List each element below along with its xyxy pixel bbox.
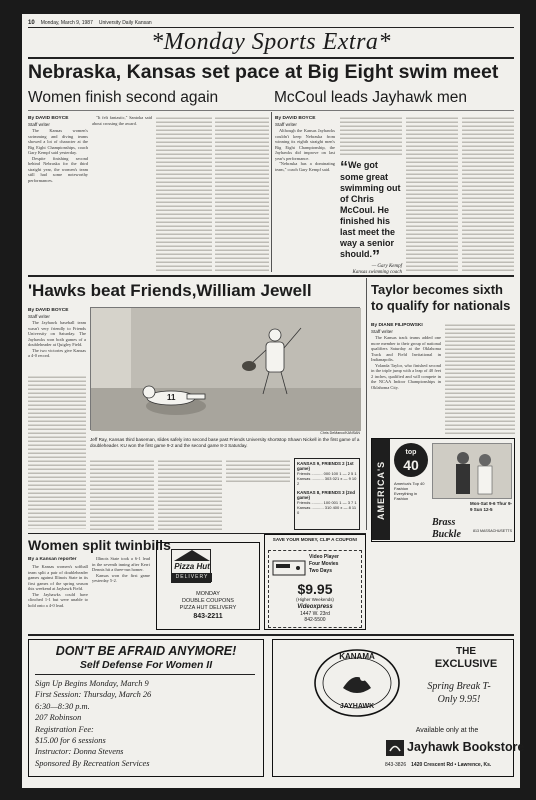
video-ad-offer bbox=[309, 554, 361, 578]
women-story-col-4 bbox=[215, 115, 269, 272]
kanama-seal bbox=[313, 648, 401, 718]
women-para-1: The Kansas women's swimming and diving teams showed a lot of character at the Big Eight Championships, coach Gary Kempf said yesterday. bbox=[28, 128, 88, 155]
box-score-title-1: KANSAS 9, FRIENDS 2 (1st game) bbox=[297, 461, 354, 471]
video-ad-price: $9.95 bbox=[297, 581, 333, 597]
men-para-1: Although the Kansas Jayhawks couldn't keep Nebraska from winning its eighth straight men's Big Eight Championship, the Jayhawks did improve on last year's performance. bbox=[275, 128, 335, 161]
softball-para-2: The Jayhawks could have clinched 1-1 but were unable to hold onto a 4-0 lead. bbox=[28, 591, 88, 608]
self-defense-subtitle: Self Defense For Women II bbox=[79, 659, 213, 671]
softball-byline-name: By a Kansan reporter bbox=[28, 557, 77, 562]
top40-ad-hours: Mon-Sat 9-6 Thur 9-9 Sun 12-5 bbox=[470, 501, 513, 512]
men-story-col-3 bbox=[406, 115, 458, 272]
top40-ad-store: Brass Buckle bbox=[432, 517, 461, 540]
folio-line bbox=[28, 18, 514, 27]
pizza-phone: 843-2211 bbox=[193, 613, 223, 620]
pizza-line-1: MONDAY bbox=[196, 591, 220, 597]
lead-divider bbox=[271, 112, 272, 272]
taylor-byline bbox=[371, 322, 441, 334]
pizza-hut-ad[interactable] bbox=[156, 542, 260, 630]
women-byline-role: Staff writer bbox=[28, 121, 50, 127]
photo-caption: Jeff Ray, Kansas third baseman, slides safely into second base past Friends University shortstop Shawn Nickell in the first game of a doubleheader. KU won the first game 9-2 and the second game 8-3 Saturday. bbox=[90, 437, 360, 448]
top40-ad-city: 813 MASSACHUSETTS bbox=[473, 529, 512, 533]
baseball-para-2: The two victories give Kansas a 4-0 record. bbox=[28, 347, 86, 358]
issue-date: Monday, March 9, 1987 bbox=[40, 19, 93, 26]
svg-text:11: 11 bbox=[167, 393, 176, 402]
women-byline bbox=[28, 115, 88, 127]
seal-bottom-text: JAYHAWK bbox=[339, 703, 375, 710]
softball-story-text bbox=[28, 564, 88, 630]
box-row-2: Kansas ........... 303 021 x — 9 10 2 bbox=[297, 476, 357, 486]
softball-para-1: The Kansas women's softball team split a pair of doubleheader games against Illinois State in its first games of the spring season this weekend at Jayhawk Field. bbox=[28, 564, 88, 591]
taylor-divider bbox=[366, 278, 367, 530]
quote-mark-open: “ bbox=[340, 159, 348, 176]
women-story-col-2 bbox=[92, 115, 152, 272]
taylor-byline-name: By DIANE FILIPOWSKI bbox=[371, 323, 423, 328]
video-store-phone: 842-5500 bbox=[304, 617, 326, 623]
sb-address: 1420 Crescent Rd • Lawrence, Ks. bbox=[411, 762, 492, 768]
bookstore-logo-icon bbox=[385, 739, 405, 757]
baseball-col-4 bbox=[226, 458, 290, 482]
models-illustration bbox=[433, 444, 513, 500]
video-coupon-ad[interactable] bbox=[264, 534, 366, 630]
women-byline-name: By DAVID BOYCE bbox=[28, 116, 69, 121]
baseball-headline: 'Hawks beat Friends,William Jewell bbox=[28, 281, 312, 300]
video-line-2: Four Movies bbox=[309, 561, 339, 567]
sd-line-1: Sign Up Begins Monday, March 9 bbox=[35, 679, 149, 688]
video-store-address: 1447 W. 23rd bbox=[300, 610, 330, 617]
sd-line-4: 207 Robinson bbox=[35, 713, 82, 723]
men-byline bbox=[275, 115, 335, 127]
top40-ad-title: AMERICA'S bbox=[376, 460, 386, 520]
pizza-hut-copy bbox=[159, 591, 257, 627]
softball-col-2 bbox=[92, 556, 150, 630]
women-subhead: Women finish second again bbox=[28, 89, 219, 106]
banner-rule bbox=[28, 57, 514, 59]
video-line-1: Video Player bbox=[309, 554, 339, 560]
baseball-col-3 bbox=[158, 458, 222, 530]
taylor-para-2: Yolanda Taylor, who finished second in the triple jump with a leap of 40 feet 2 inches, qualified and will compete in the NCAA Indoor Championships in Oklahoma City. bbox=[371, 362, 441, 390]
video-line-3: Two Days bbox=[309, 568, 332, 574]
box-score bbox=[294, 458, 360, 530]
baseball-story-more bbox=[28, 374, 86, 529]
women-story-text bbox=[28, 128, 88, 272]
sd-line-2: First Session: Thursday, March 26 bbox=[35, 690, 152, 700]
baseball-byline bbox=[28, 307, 86, 319]
women-story-col-3 bbox=[156, 115, 212, 272]
quote-author-role: Kansas swimming coach bbox=[352, 270, 402, 275]
top40-logo-top: top bbox=[405, 449, 417, 456]
taylor-headline: Taylor becomes sixth to qualify for nationals bbox=[371, 282, 511, 313]
sb-price: Only 9.95! bbox=[437, 694, 481, 705]
spring-break-offer bbox=[409, 680, 509, 708]
baseball-para-1: The Jayhawk baseball team wasn't very friendly to Friends University on Saturday. The Jayhawks won both games of a doubleheader at Quigley Field. bbox=[28, 320, 86, 347]
newspaper-page bbox=[22, 14, 525, 788]
softball-para-4: Kansas won the first game yesterday 5-2. bbox=[92, 572, 150, 583]
seal-top-text: KANAMA bbox=[339, 652, 375, 661]
section-banner: *Monday Sports Extra* bbox=[151, 29, 391, 55]
bottom-ads-rule bbox=[28, 634, 514, 636]
pizza-line-3: PIZZA HUT DELIVERY bbox=[179, 605, 237, 611]
sb-contact bbox=[385, 760, 513, 770]
box-row-3: Friends .......... 100 001 1 — 3 7 1 bbox=[297, 500, 357, 505]
taylor-story-text bbox=[371, 335, 441, 435]
vcr-icon bbox=[272, 555, 306, 581]
quote-mark-close: ” bbox=[372, 248, 380, 265]
top40-ad-logo bbox=[394, 443, 428, 477]
men-story-col-4 bbox=[462, 115, 514, 272]
women-para-2: Despite finishing second behind Nebraska for the third straight year, the women's team still had some noteworthy performances. bbox=[28, 155, 88, 183]
softball-headline: Women split twinbills bbox=[28, 537, 171, 553]
video-store-name: Videoxpress bbox=[297, 604, 333, 610]
taylor-para-1: The Kansas track teams added one more member to their group of national qualifiers Saturday at the Oklahoma Track and Field Invitational in Indianapolis. bbox=[371, 335, 441, 362]
taylor-byline-role: Staff writer bbox=[371, 328, 393, 334]
taylor-col-2 bbox=[445, 322, 515, 434]
softball-para-3: Illinois State took a 6-1 lead in the seventh inning after Kerri Dennis hit a three-run homer. bbox=[92, 556, 150, 572]
sb-exclusive: EXCLUSIVE bbox=[434, 658, 498, 670]
sb-the: THE bbox=[456, 646, 476, 657]
men-byline-name: By DAVID BOYCE bbox=[275, 116, 316, 121]
sd-line-6: $15.00 for 6 sessions bbox=[35, 736, 106, 746]
sb-store: Jayhawk Bookstore bbox=[407, 740, 525, 754]
pizza-hut-logo bbox=[171, 549, 211, 583]
baseball-photo bbox=[90, 307, 360, 430]
baseball-byline-name: By DAVID BOYCE bbox=[28, 308, 69, 313]
lead-headline: Nebraska, Kansas set pace at Big Eight swim meet bbox=[28, 61, 499, 83]
sd-line-8: Sponsored By Recreation Services bbox=[35, 758, 150, 768]
top40-ad-tagline: America's Top 40 Fashion Everything in Fashion bbox=[394, 481, 425, 501]
pizza-line-2: DOUBLE COUPONS bbox=[182, 598, 234, 604]
baseball-byline-role: Staff writer bbox=[28, 313, 50, 319]
sd-line-7: Instructor: Donna Stevens bbox=[35, 747, 124, 757]
self-defense-title: DON'T BE AFRAID ANYMORE! bbox=[55, 644, 237, 658]
box-score-title-2: KANSAS 8, FRIENDS 3 (2nd game) bbox=[297, 490, 356, 500]
self-defense-rule bbox=[35, 674, 255, 675]
sb-offer: Spring Break T- bbox=[427, 681, 491, 692]
self-defense-ad[interactable] bbox=[28, 639, 264, 777]
slide-photo-illustration bbox=[91, 308, 361, 431]
softball-byline bbox=[28, 556, 88, 563]
men-story-col-2 bbox=[340, 115, 402, 157]
sb-available: Available only at the bbox=[415, 727, 479, 734]
women-para-3: "It felt fantastic," Santoka said about crossing the award. bbox=[92, 115, 152, 126]
men-story-text bbox=[275, 128, 335, 272]
photo-credit: Chris DeMarco/KANSAN bbox=[320, 431, 360, 435]
spring-break-header bbox=[423, 646, 509, 682]
pull-quote-text bbox=[340, 159, 402, 265]
middle-rule bbox=[28, 275, 514, 277]
pizza-hut-delivery: DELIVERY bbox=[172, 573, 212, 582]
sb-phone: 843-3826 bbox=[385, 762, 407, 768]
quote-body: We got some great swimming out of Chris McCoul. He finished his last meet the way a senior should. bbox=[340, 160, 401, 259]
top40-ad-photo bbox=[432, 443, 512, 499]
men-para-2: "Nebraska has a dominating team," coach Gary Kempf said. bbox=[275, 161, 335, 172]
box-row-1: Friends .......... 000 100 1 — 2 5 1 bbox=[297, 471, 357, 476]
men-byline-role: Staff writer bbox=[275, 121, 297, 127]
sd-line-5: Registration Fee: bbox=[35, 724, 94, 734]
video-ad-header: SAVE YOUR MONEY, CLIP A COUPON! bbox=[272, 537, 358, 542]
pizza-hut-name: Pizza Hut bbox=[174, 562, 210, 571]
baseball-col-2 bbox=[90, 458, 154, 530]
box-row-4: Kansas ........... 310 400 x — 8 11 0 bbox=[297, 505, 357, 515]
spring-break-ad[interactable] bbox=[272, 639, 525, 777]
quote-author: — Gary Kempf bbox=[371, 264, 402, 269]
top40-ad bbox=[371, 438, 515, 542]
self-defense-details bbox=[35, 678, 257, 769]
video-coupon[interactable] bbox=[268, 550, 362, 628]
page-number: 10 bbox=[28, 19, 35, 26]
lead-rule bbox=[28, 110, 514, 111]
pull-quote bbox=[340, 159, 402, 275]
men-subhead: McCoul leads Jayhawk men bbox=[274, 89, 467, 106]
paper-name: University Daily Kansan bbox=[98, 19, 152, 26]
sd-line-3: 6:30—8:30 p.m. bbox=[35, 701, 90, 711]
video-ad-store bbox=[271, 604, 359, 626]
top40-logo-40: 40 bbox=[403, 457, 419, 473]
video-ad-note: (Higher Weekends) bbox=[296, 597, 334, 602]
pizza-hut-roof-icon bbox=[172, 548, 212, 562]
